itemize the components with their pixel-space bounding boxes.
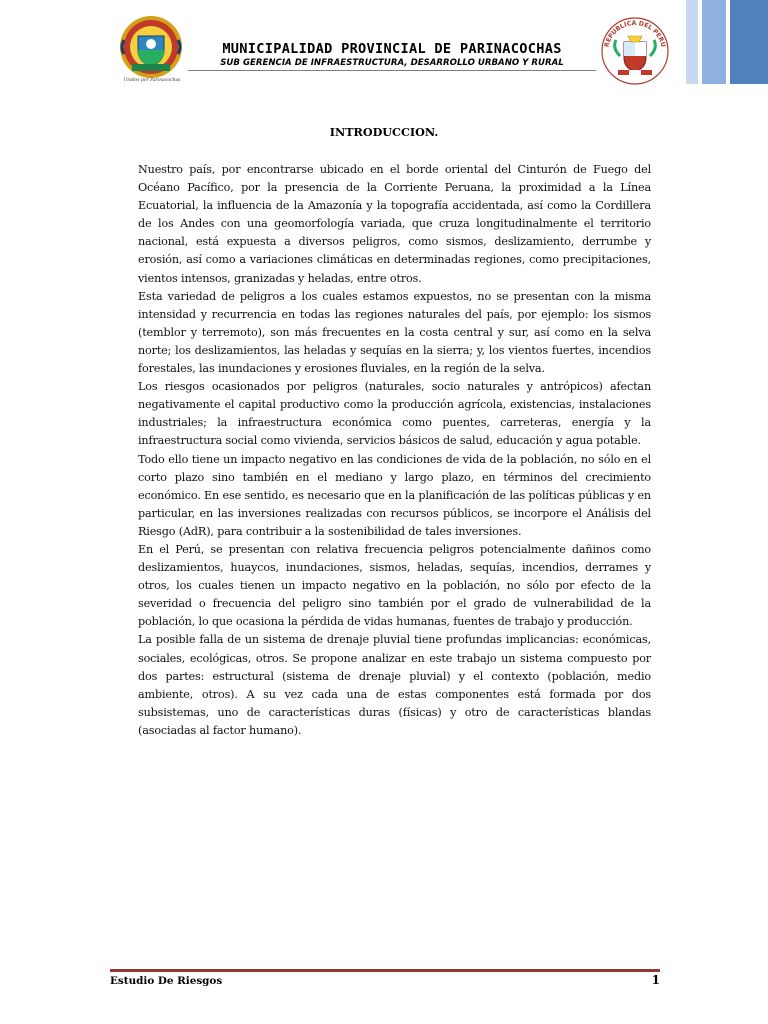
header-divider [188, 70, 596, 71]
paragraph: Nuestro país, por encontrarse ubicado en el borde oriental del Cinturón de Fuego del Océano Pacífico, por la presencia de la Corriente Peruana, la proximidad a la Línea Ecuatorial, la influencia de la Amazonía y la topografía accidentada, así como la Cordillera de los Andes con una geomorfología variada, que cruza longitudinalmente el territorio nacional, está expuesta a diversos peligros, como sismos, deslizamiento, derrumbe y erosión, así como a variaciones climáticas en determinadas regiones, como precipitaciones, vientos intensos, granizadas y heladas, entre otros. [138, 163, 651, 285]
footer-divider [110, 969, 660, 972]
page-number: 1 [651, 973, 660, 987]
paragraph: En el Perú, se presentan con relativa frecuencia peligros potencialmente dañinos como deslizamientos, huaycos, inundaciones, sismos, heladas, sequías, incendios, derrames y otros, los cuales tienen un impacto negativo en la población, no sólo por efecto de la severidad o frecuencia del peligro sino también por el grado de vulnerabilidad de la población, lo que ocasiona la pérdida de vidas humanas, fuentes de trabajo y producción. [138, 542, 651, 629]
municipal-shield-icon [118, 14, 184, 80]
header-subtitle: SUB GERENCIA DE INFRAESTRUCTURA, DESARROLLO URBANO Y RURAL [220, 58, 564, 68]
footer-document-name: Estudio De Riesgos [110, 975, 223, 987]
paragraph: La posible falla de un sistema de drenaje pluvial tiene profundas implicancias: económicas, sociales, ecológicas, otros. Se propone analizar en este trabajo un sistema compuesto por dos partes: estructural (sistema de drenaje pluvial) y el contexto (población, medio ambiente, otros). A su vez cada una de estas componentes está formada por dos subsistemas, uno de características duras (físicas) y otro de características blandas (asociadas al factor humano). [138, 633, 651, 737]
page-header [0, 0, 768, 100]
header-title: MUNICIPALIDAD PROVINCIAL DE PARINACOCHAS [222, 41, 562, 57]
seal-text: REPUBLICA DEL PERU [603, 19, 667, 48]
republica-del-peru-seal-icon [598, 12, 672, 86]
header-accent-stripe-mid [702, 0, 726, 84]
paragraph: Todo ello tiene un impacto negativo en las condiciones de vida de la población, no sólo en el corto plazo sino también en el mediano y largo plazo, en términos del crecimiento económico. En ese sentido, es necesario que en la planificación de las políticas públicas y en particular, en las inversiones realizadas con recursos públicos, se incorpore el Análisis del Riesgo (AdR), para contribuir a la sostenibilidad de tales inversiones. [138, 452, 651, 538]
paragraph: Esta variedad de peligros a los cuales estamos expuestos, no se presentan con la misma intensidad y recurrencia en todas las regiones naturales del país, por ejemplo: los sismos (temblor y terremoto), son más frecuentes en la costa central y sur, así como en la selva norte; los deslizamientos, las heladas y sequías en la sierra; y, los vientos fuertes, incendios forestales, las inundaciones y erosiones fluviales, en la región de la selva. [138, 289, 651, 376]
header-accent-stripe-dark [730, 0, 768, 84]
logo-caption: Unidos por Parinacochas [123, 78, 181, 83]
document-title: INTRODUCCION. [329, 125, 439, 139]
document-body [138, 161, 651, 740]
header-accent-stripe-light [686, 0, 698, 84]
paragraph: Los riesgos ocasionados por peligros (naturales, socio naturales y antrópicos) afectan negativamente el capital productivo como la producción agrícola, existencias, instalaciones industriales; la infraestructura económica como puentes, carreteras, energía y la infraestructura social como vivienda, servicios básicos de salud, educación y agua potable. [138, 380, 651, 448]
